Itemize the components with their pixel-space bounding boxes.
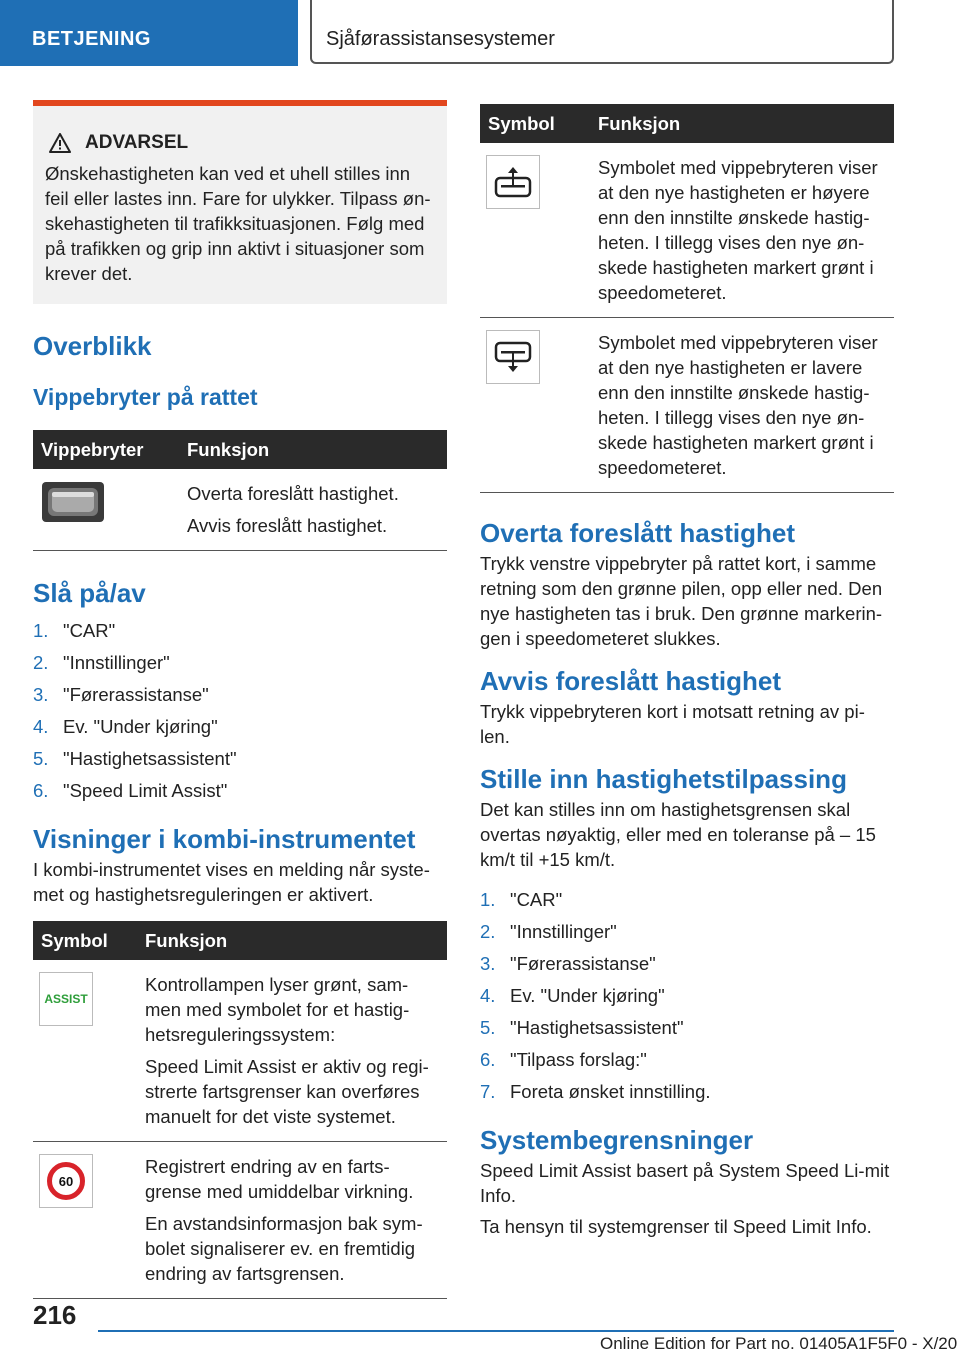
rocker-table [33, 430, 447, 551]
warning-title-text: ADVARSEL [85, 132, 189, 153]
assist-symbol-cell [33, 960, 137, 1142]
displays-header-symbol: Symbol [33, 921, 137, 960]
list-item: 4. Ev. "Under kjøring" [480, 985, 665, 1006]
rocker-up-cell [480, 143, 590, 318]
limits-text-2: Ta hensyn til systemgrenser til Speed Limit Info. [480, 1216, 872, 1237]
warning-title [39, 130, 435, 155]
warning-box [33, 100, 447, 304]
take-over-text: Trykk venstre vippebryter på rattet kort, i samme retning som den grønne pilen, opp eller ned. Den nye hastigheten tas i bruk. Den grønne markerin-gen i speedometeret slukkes. [480, 553, 883, 649]
rocker-up-text: Symbolet med vippebryteren viser at den nye hastigheten er høyere enn den innstilte ønskede hastig-heten. I tillegg vises den nye øn-skede hastigheten markert grønt i speedometeret. [598, 157, 878, 303]
rocker-down-cell [480, 318, 590, 493]
list-item: 3. "Førerassistanse" [480, 953, 656, 974]
take-over-heading: Overta foreslått hastighet [480, 518, 795, 548]
reject-heading: Avvis foreslått hastighet [480, 666, 782, 696]
footer-divider [98, 1330, 894, 1332]
rocker-function-line-1: Overta foreslått hastighet. [187, 483, 399, 504]
speed-limit-line-2: En avstandsinformasjon bak sym-bolet signaliserer ev. en fremtidig endring av fartsgrensen. [145, 1213, 423, 1284]
list-item: 1. "CAR" [480, 889, 563, 910]
assist-function-cell [137, 960, 447, 1142]
rocker-down-icon [486, 330, 540, 384]
rocker-up-icon [486, 155, 540, 209]
footer-edition: Online Edition for Part no. 01405A1F5F0 - X/20 [600, 1334, 958, 1353]
assist-icon: ASSIST [39, 972, 93, 1026]
adjust-steps [480, 884, 894, 1108]
list-item: 3. "Førerassistanse" [33, 684, 209, 705]
rocker-symbol-table [480, 104, 894, 493]
list-item: 6. "Speed Limit Assist" [33, 780, 228, 801]
onoff-heading: Slå på/av [33, 578, 146, 608]
chapter-tab: Sjåførassistansesystemer [310, 0, 894, 64]
table-row [480, 143, 894, 318]
list-item: 6. "Tilpass forslag:" [480, 1049, 647, 1070]
reject-text: Trykk vippebryteren kort i motsatt retning av pi-len. [480, 701, 865, 747]
onoff-steps [33, 615, 447, 807]
overview-heading: Overblikk [33, 331, 152, 361]
list-item: 1. "CAR" [33, 620, 116, 641]
speed-limit-function-cell [137, 1142, 447, 1299]
assist-line-2: Speed Limit Assist er aktiv og regi-strerte fartsgrenser kan overføres manuelt for det viste systemet. [145, 1056, 429, 1127]
left-column [33, 100, 447, 1299]
rocker-down-text: Symbolet med vippebryteren viser at den nye hastigheten er lavere enn den innstilte ønskede hastig-heten. I tillegg vises den nye øn-skede hastigheten markert grønt i speedometeret. [598, 332, 878, 478]
rocker-table-header-symbol: Vippebryter [33, 430, 179, 469]
rocker-symbol-cell [33, 469, 179, 551]
overview-subheading: Vippebryter på rattet [33, 384, 258, 410]
table-row [33, 469, 447, 551]
assist-line-1: Kontrollampen lyser grønt, sam-men med symbolet for et hastig-hetsreguleringssystem: [145, 974, 410, 1045]
list-item: 5. "Hastighetsassistent" [480, 1017, 684, 1038]
speed-limit-line-1: Registrert endring av en farts-grense med umiddelbar virkning. [145, 1156, 414, 1202]
section-tab: BETJENING [0, 0, 298, 66]
right-column [480, 104, 894, 1239]
rocker-table-header-function: Funksjon [179, 430, 447, 469]
displays-table [33, 921, 447, 1299]
list-item: 2. "Innstillinger" [33, 652, 170, 673]
displays-header-function: Funksjon [137, 921, 447, 960]
limits-text-1: Speed Limit Assist basert på System Speed Li-mit Info. [480, 1160, 890, 1206]
table-row [480, 318, 894, 493]
page-number: 216 [33, 1300, 77, 1330]
displays-heading: Visninger i kombi-instrumentet [33, 824, 416, 854]
adjust-text: Det kan stilles inn om hastighetsgrensen skal overtas nøyaktig, eller med en toleranse på – 15 km/t til +15 km/t. [480, 799, 876, 870]
displays-intro: I kombi-instrumentet vises en melding når syste-met og hastighetsreguleringen er aktivert. [33, 859, 430, 905]
rocker-switch-icon [41, 481, 105, 523]
warning-text: Ønskehastigheten kan ved et uhell stilles inn feil eller lastes inn. Fare for ulykker. Tilpass øn-skehastigheten til trafikksituasjonen. Følg med på trafikken og grip inn aktivt i situasjoner som krever det. [45, 163, 431, 284]
table-row [33, 1142, 447, 1299]
limits-heading: Systembegrensninger [480, 1125, 754, 1155]
rocker-function-line-2: Avvis foreslått hastighet. [187, 515, 388, 536]
list-item: 5. "Hastighetsassistent" [33, 748, 237, 769]
rocker-down-function-cell [590, 318, 894, 493]
rocker-function-cell [179, 469, 447, 551]
right-header-symbol: Symbol [480, 104, 590, 143]
speed-limit-symbol-cell [33, 1142, 137, 1299]
adjust-heading: Stille inn hastighetstilpassing [480, 764, 847, 794]
warning-triangle-icon [49, 133, 71, 153]
right-header-function: Funksjon [590, 104, 894, 143]
list-item: 4. Ev. "Under kjøring" [33, 716, 218, 737]
rocker-up-function-cell [590, 143, 894, 318]
table-row [33, 960, 447, 1142]
page-header [0, 0, 960, 66]
speed-limit-60-icon: 60 [39, 1154, 93, 1208]
list-item: 2. "Innstillinger" [480, 921, 617, 942]
list-item: 7. Foreta ønsket innstilling. [480, 1081, 711, 1102]
